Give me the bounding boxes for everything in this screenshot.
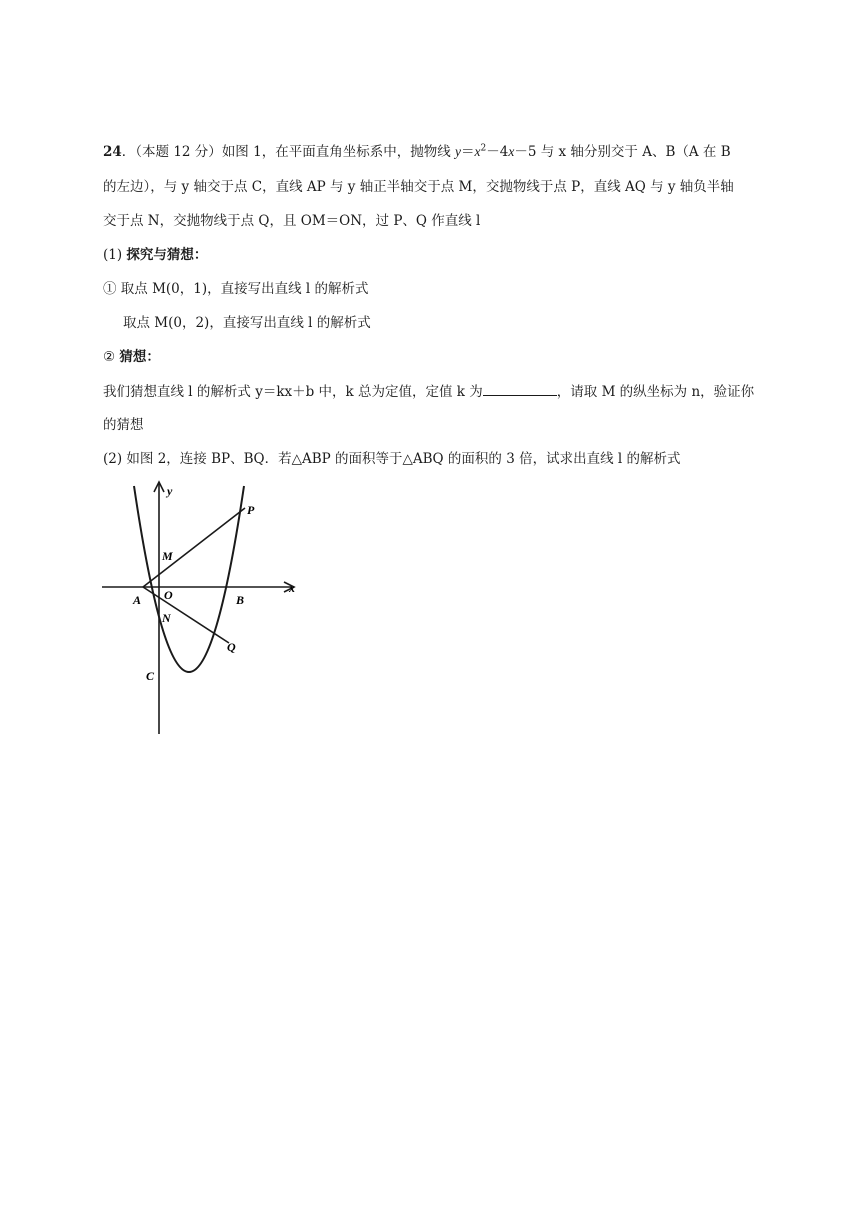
guess-line: 我们猜想直线 l 的解析式 y＝kx＋b 中，k 总为定值，定值 k 为 ，请取 M 的纵坐标为 n，验证你 — [103, 384, 755, 400]
line-AQ — [143, 587, 229, 643]
problem-line-1: 24．（本题 12 分）如图 1，在平面直角坐标系中，抛物线 $y=x^2-4x-5$ 与 x 轴分别交于 A、B（A 在 B — [103, 143, 731, 160]
part1-item2-heading: ② 猜想： — [103, 349, 160, 365]
label-Q: Q — [227, 640, 236, 654]
part1-item1a: ① 取点 M(0，1)，直接写出直线 l 的解析式 — [103, 281, 369, 297]
problem-intro: 如图 1，在平面直角坐标系中，抛物线 — [221, 144, 451, 160]
problem-number: 24 — [103, 144, 122, 160]
label-M: M — [162, 549, 173, 563]
label-B: B — [236, 593, 245, 607]
part1-heading: (1) 探究与猜想： — [103, 247, 208, 263]
problem-line-3: 交于点 N，交抛物线于点 Q，且 OM＝ON，过 P、Q 作直线 l — [103, 213, 481, 229]
label-C: C — [146, 669, 155, 683]
guess-line-2: 的猜想 — [103, 417, 144, 433]
figure-2-graph — [96, 478, 316, 740]
label-y: y — [167, 484, 173, 498]
problem-line-2: 的左边），与 y 轴交于点 C，直线 AP 与 y 轴正半轴交于点 M，交抛物线于点 P，直线 AQ 与 y 轴负半轴 — [103, 179, 734, 195]
label-P: P — [247, 503, 255, 517]
label-N: N — [162, 611, 171, 625]
label-x: x — [289, 581, 295, 595]
score-note: （本题 12 分） — [135, 144, 222, 160]
part1-item1b: 取点 M(0，2)，直接写出直线 l 的解析式 — [123, 315, 371, 331]
label-A: A — [133, 593, 142, 607]
label-O: O — [164, 588, 173, 602]
answer-blank[interactable] — [483, 382, 557, 396]
problem-line-1-tail: 与 x 轴分别交于 A、B（A 在 B — [540, 144, 731, 160]
part2-text: (2) 如图 2，连接 BP、BQ．若△ABP 的面积等于△ABQ 的面积的 3 倍，试求出直线 l 的解析式 — [103, 451, 681, 467]
